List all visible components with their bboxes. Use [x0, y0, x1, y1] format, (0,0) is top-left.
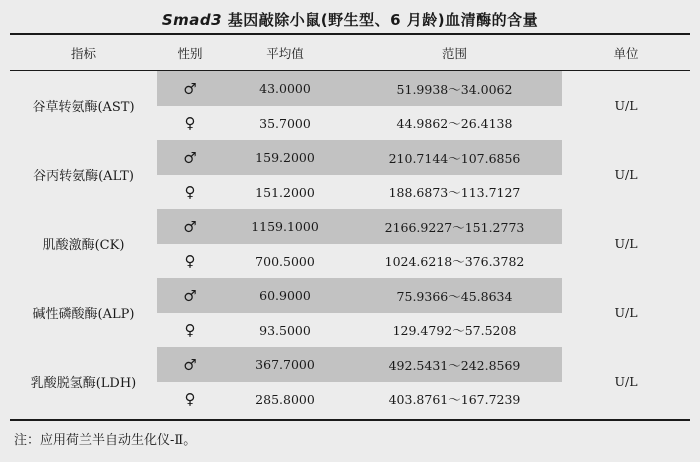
table-row [10, 71, 690, 106]
male-symbol: ♂ [157, 347, 223, 382]
table-footnote: 注：应用荷兰半自动生化仪-Ⅱ。 [14, 433, 197, 448]
mean-value: 700.5000 [255, 253, 315, 269]
table-title [0, 9, 700, 30]
range-value: 44.9862～26.4138 [396, 116, 513, 131]
range-value: 75.9366～45.8634 [347, 278, 562, 313]
female-symbol: ♀ [184, 114, 196, 132]
table-row [10, 209, 690, 244]
table-row [10, 140, 690, 175]
mean-value: 1159.1000 [223, 209, 347, 244]
header-row [10, 36, 690, 70]
range-value: 403.8761～167.7239 [388, 392, 521, 407]
female-symbol: ♀ [184, 252, 196, 270]
mean-value: 35.7000 [259, 115, 311, 131]
bottom-rule [10, 419, 690, 421]
female-symbol: ♀ [184, 183, 196, 201]
range-value: 1024.6218～376.3782 [384, 254, 525, 269]
range-value: 2166.9227～151.2773 [347, 209, 562, 244]
male-symbol: ♂ [157, 71, 223, 106]
mean-value: 43.0000 [223, 71, 347, 106]
range-value: 188.6873～113.7127 [388, 185, 521, 200]
female-symbol: ♀ [184, 390, 196, 408]
mean-value: 159.2000 [223, 140, 347, 175]
title-text: 基因敲除小鼠(野生型、6 月龄)血清酶的含量 [222, 11, 539, 29]
female-symbol: ♀ [184, 321, 196, 339]
top-rule [10, 33, 690, 35]
enzyme-name: 谷草转氨酶(AST) [32, 100, 135, 115]
mean-value: 93.5000 [259, 322, 311, 338]
male-symbol: ♂ [157, 278, 223, 313]
header-indicator: 指标 [70, 46, 96, 61]
table-row [10, 278, 690, 313]
unit-value: U/L [614, 236, 638, 251]
serum-enzyme-table [10, 36, 690, 416]
enzyme-name: 乳酸脱氢酶(LDH) [30, 376, 137, 391]
unit-value: U/L [614, 167, 638, 182]
male-symbol: ♂ [157, 209, 223, 244]
mean-value: 285.8000 [255, 391, 315, 407]
range-value: 129.4792～57.5208 [392, 323, 517, 338]
range-value: 492.5431～242.8569 [347, 347, 562, 382]
header-sex: 性别 [177, 46, 203, 61]
range-value: 51.9938～34.0062 [347, 71, 562, 106]
header-unit: 单位 [613, 46, 639, 61]
enzyme-name: 碱性磷酸酶(ALP) [32, 307, 135, 322]
header-range: 范围 [441, 46, 467, 61]
mean-value: 367.7000 [223, 347, 347, 382]
enzyme-name: 谷丙转氨酶(ALT) [33, 169, 134, 184]
male-symbol: ♂ [157, 140, 223, 175]
table-row [10, 347, 690, 382]
range-value: 210.7144～107.6856 [347, 140, 562, 175]
unit-value: U/L [614, 98, 638, 113]
mean-value: 60.9000 [223, 278, 347, 313]
header-mean: 平均值 [266, 46, 304, 61]
enzyme-name: 肌酸激酶(CK) [42, 238, 125, 253]
unit-value: U/L [614, 305, 638, 320]
mean-value: 151.2000 [255, 184, 315, 200]
unit-value: U/L [614, 374, 638, 389]
title-gene-name: Smad3 [161, 11, 223, 29]
